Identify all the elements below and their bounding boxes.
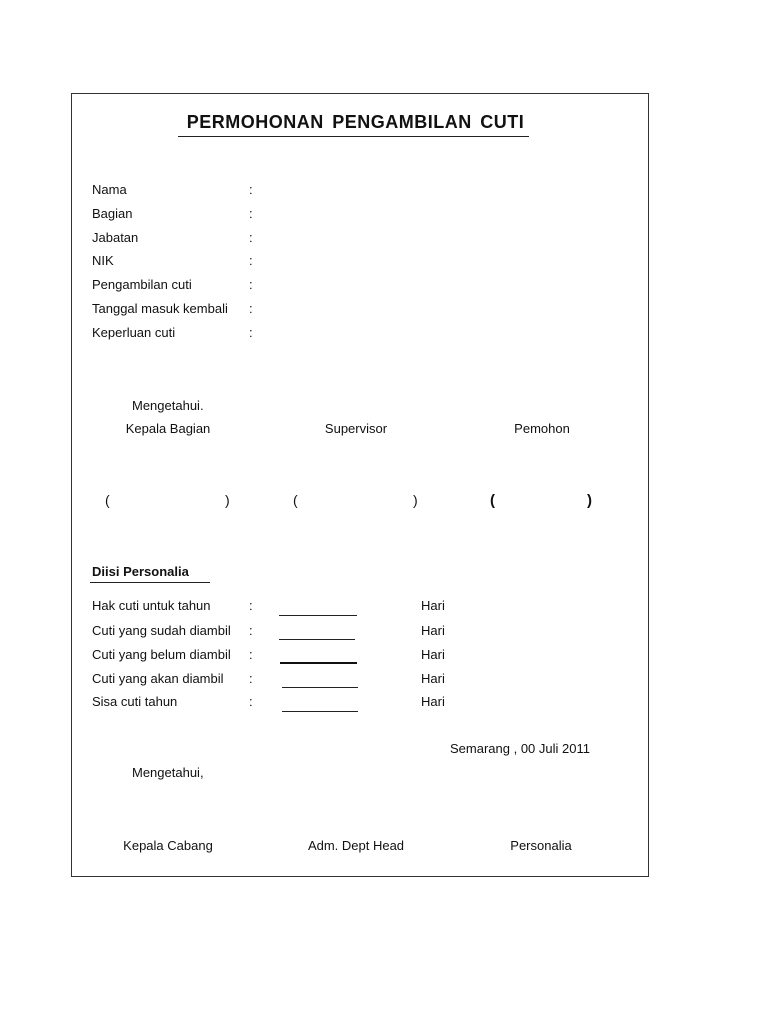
signature-bracket-open: ( (293, 492, 298, 508)
field-label-bagian: Bagian (92, 206, 133, 221)
signature-bracket-open: ( (490, 492, 495, 509)
unit-hari: Hari (421, 671, 445, 686)
field-colon: : (249, 277, 253, 292)
leave-request-form (71, 93, 649, 877)
field-colon: : (249, 671, 253, 686)
field-colon: : (249, 623, 253, 638)
field-colon: : (249, 598, 253, 613)
title-underline (178, 136, 529, 137)
mengetahui-label: Mengetahui. (132, 398, 204, 413)
signer-kepala-cabang: Kepala Cabang (123, 838, 213, 853)
personalia-label-sisa-cuti: Sisa cuti tahun (92, 694, 178, 709)
field-colon: : (249, 206, 253, 221)
signature-bracket-close: ) (587, 492, 592, 509)
mengetahui-label-2: Mengetahui, (132, 765, 204, 780)
signer-personalia: Personalia (510, 838, 572, 853)
field-colon: : (249, 230, 253, 245)
field-colon: : (249, 301, 253, 316)
blank-line (279, 639, 355, 640)
field-colon: : (249, 182, 253, 197)
field-label-jabatan: Jabatan (92, 230, 139, 245)
personalia-heading: Diisi Personalia (92, 564, 189, 579)
personalia-label-hak-cuti: Hak cuti untuk tahun (92, 598, 211, 613)
unit-hari: Hari (421, 694, 445, 709)
form-title: PERMOHONAN PENGAMBILAN CUTI (186, 112, 525, 132)
personalia-label-sudah-diambil: Cuti yang sudah diambil (92, 623, 231, 638)
blank-line (282, 711, 358, 712)
field-colon: : (249, 253, 253, 268)
blank-line (280, 662, 357, 664)
field-colon: : (249, 694, 253, 709)
unit-hari: Hari (421, 647, 445, 662)
signer-pemohon: Pemohon (514, 421, 570, 436)
signature-bracket-close: ) (225, 492, 230, 508)
field-label-tanggal-masuk-kembali: Tanggal masuk kembali (92, 301, 228, 316)
field-label-pengambilan-cuti: Pengambilan cuti (92, 277, 192, 292)
unit-hari: Hari (421, 623, 445, 638)
heading-underline (90, 582, 210, 583)
signature-bracket-open: ( (105, 492, 110, 508)
signer-supervisor: Supervisor (324, 421, 388, 436)
field-colon: : (249, 647, 253, 662)
unit-hari: Hari (421, 598, 445, 613)
signer-kepala-bagian: Kepala Bagian (125, 421, 211, 436)
signer-adm-dept-head: Adm. Dept Head (307, 838, 405, 853)
date-line: Semarang , 00 Juli 2011 (450, 741, 590, 756)
personalia-label-belum-diambil: Cuti yang belum diambil (92, 647, 231, 662)
signature-bracket-close: ) (413, 492, 418, 508)
field-colon: : (249, 325, 253, 340)
blank-line (279, 615, 357, 616)
blank-line (282, 687, 358, 688)
field-label-nik: NIK (92, 253, 114, 268)
personalia-label-akan-diambil: Cuti yang akan diambil (92, 671, 224, 686)
field-label-keperluan-cuti: Keperluan cuti (92, 325, 176, 340)
field-label-nama: Nama (92, 182, 127, 197)
